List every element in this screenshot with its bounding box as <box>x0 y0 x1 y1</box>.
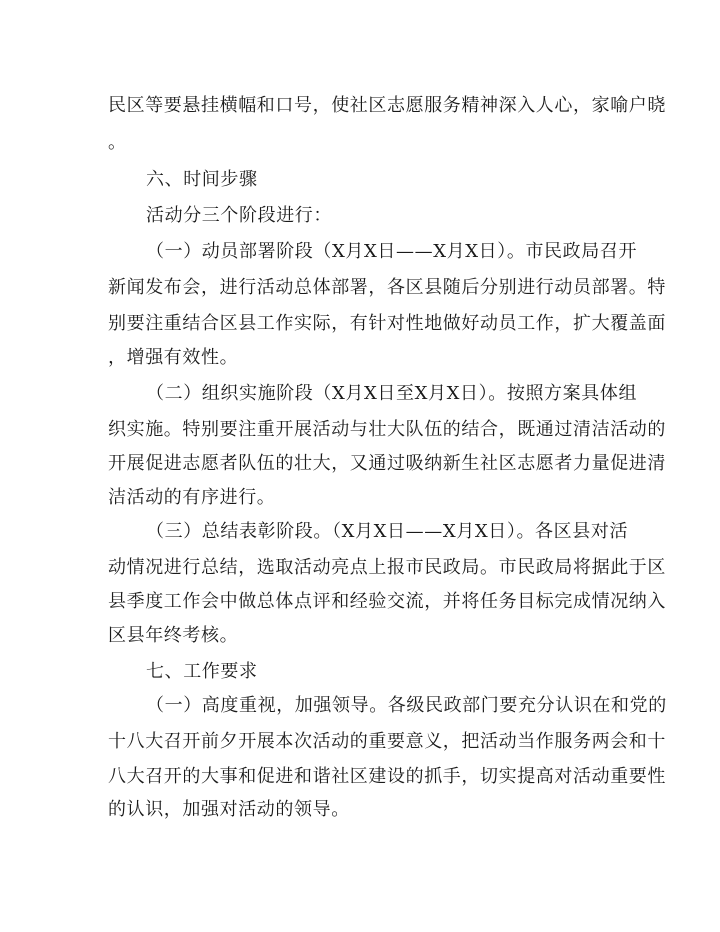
text-line: 县季度工作会中做总体点评和经验交流，并将任务目标完成情况纳入 <box>108 591 666 612</box>
text-line: 别要注重结合区县工作实际，有针对性地做好动员工作，扩大覆盖面 <box>108 313 666 334</box>
section-heading: 六、时间步骤 <box>146 169 258 190</box>
section-heading: 七、工作要求 <box>146 661 258 682</box>
text-line: （三）总结表彰阶段。（X月X日——X月X日）。各区县对活 <box>146 521 629 542</box>
text-line: 区县年终考核。 <box>108 625 239 646</box>
text-line: 八大召开的大事和促进和谐社区建设的抓手，切实提高对活动重要性 <box>108 766 666 787</box>
text-line: 新闻发布会，进行活动总体部署，各区县随后分别进行动员部署。特 <box>108 277 666 298</box>
text-line: 开展促进志愿者队伍的壮大，又通过吸纳新生社区志愿者力量促进清 <box>108 453 666 474</box>
text-line: 十八大召开前夕开展本次活动的重要意义，把活动当作服务两会和十 <box>108 731 666 752</box>
text-line: （一）高度重视，加强领导。各级民政部门要充分认识在和党的 <box>146 695 667 716</box>
text-line: （二）组织实施阶段（X月X日至X月X日）。按照方案具体组 <box>146 383 638 404</box>
text-line: 织实施。特别要注重开展活动与壮大队伍的结合，既通过清洁活动的 <box>108 419 666 440</box>
text-line: 民区等要悬挂横幅和口号，使社区志愿服务精神深入人心，家喻户晓 <box>108 95 666 116</box>
text-line: （一）动员部署阶段（X月X日——X月X日）。市民政局召开 <box>146 241 638 262</box>
text-line: 。 <box>108 132 127 153</box>
text-line: ，增强有效性。 <box>108 347 239 368</box>
text-line: 动情况进行总结，选取活动亮点上报市民政局。市民政局将据此于区 <box>108 557 666 578</box>
text-line: 洁活动的有序进行。 <box>108 487 276 508</box>
text-line: 活动分三个阶段进行： <box>146 205 332 226</box>
text-line: 的认识，加强对活动的领导。 <box>108 799 350 820</box>
